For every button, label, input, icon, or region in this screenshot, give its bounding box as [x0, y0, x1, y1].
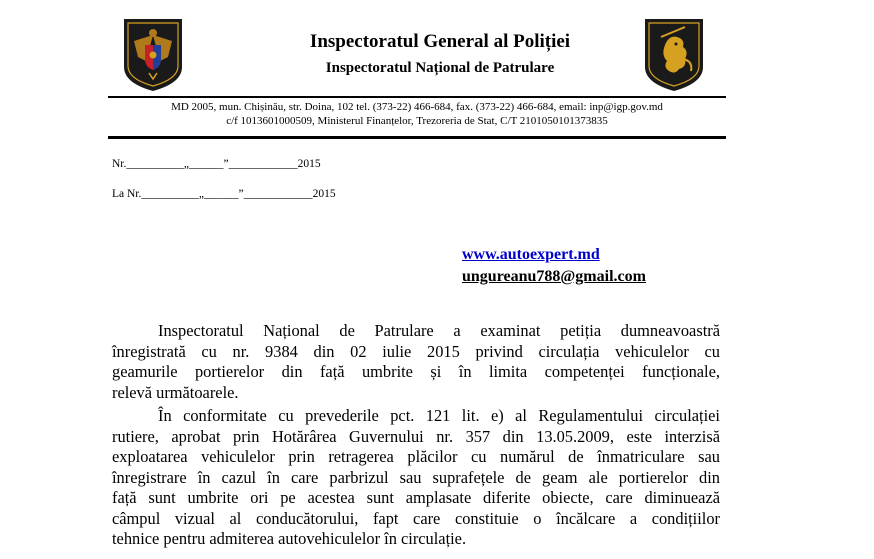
- registration-number-line: Nr.__________„______”____________2015: [112, 158, 321, 170]
- text-line: rutiere, aprobat prin Hotărârea Guvernului nr. 357 din 13.05.2009, este interzisă: [112, 426, 720, 446]
- text-line: Inspectoratul Național de Patrulare a examinat petiția dumneavoastră: [158, 321, 720, 340]
- moldova-coat-of-arms-icon: [122, 17, 184, 93]
- text-line: tehnice pentru admiterea autovehiculelor în circulație.: [112, 529, 467, 548]
- org-title: Inspectoratul General al Poliției: [309, 31, 571, 52]
- recipient-email-link[interactable]: ungureanu788@gmail.com: [462, 268, 646, 285]
- text-line: câmpul vizual al conducătorului, fapt care constituie o încălcare a condițiilor: [112, 508, 720, 528]
- header-rule-bottom: [108, 136, 726, 139]
- body-paragraph-1: [112, 321, 720, 403]
- text-line: înregistrată cu nr. 9384 din 02 iulie 2015 privind circulația vehiculelor cu: [112, 341, 720, 361]
- text-line: geamurile portierelor din față umbrite și în limita competenței funcționale,: [112, 362, 720, 381]
- police-lion-shield-icon: [643, 17, 705, 93]
- text-line: În conformitate cu prevederile pct. 121 lit. e) al Regulamentului circulației: [158, 406, 720, 425]
- header-rule-top: [108, 96, 726, 98]
- body-paragraph-2: [112, 406, 720, 550]
- recipient-website-link[interactable]: www.autoexpert.md: [462, 246, 600, 263]
- contact-address-line: MD 2005, mun. Chișinău, str. Doina, 102 tel. (373-22) 466-684, fax. (373-22) 466-684, email: inp@igp.gov.md: [171, 101, 663, 113]
- text-line: înregistrare în cazul în care parbrizul sau suprafețele de geam ale portierelor din: [112, 467, 720, 487]
- contact-fiscal-line: c/f 1013601000509, Ministerul Finanțelor, Trezoreria de Stat, C/T 2101050101373835: [226, 115, 608, 127]
- text-line: relevă următoarele.: [112, 382, 239, 402]
- text-line: exploatarea vehiculelor prin retragerea plăcilor cu numărul de înmatriculare sau: [112, 447, 720, 466]
- reference-number-line: La Nr.__________„______”____________2015: [112, 188, 336, 200]
- text-line: față sunt umbrite ori pe acestea sunt amplasate diferite obiecte, care diminuează: [112, 488, 720, 507]
- org-subtitle: Inspectoratul Național de Patrulare: [325, 60, 555, 76]
